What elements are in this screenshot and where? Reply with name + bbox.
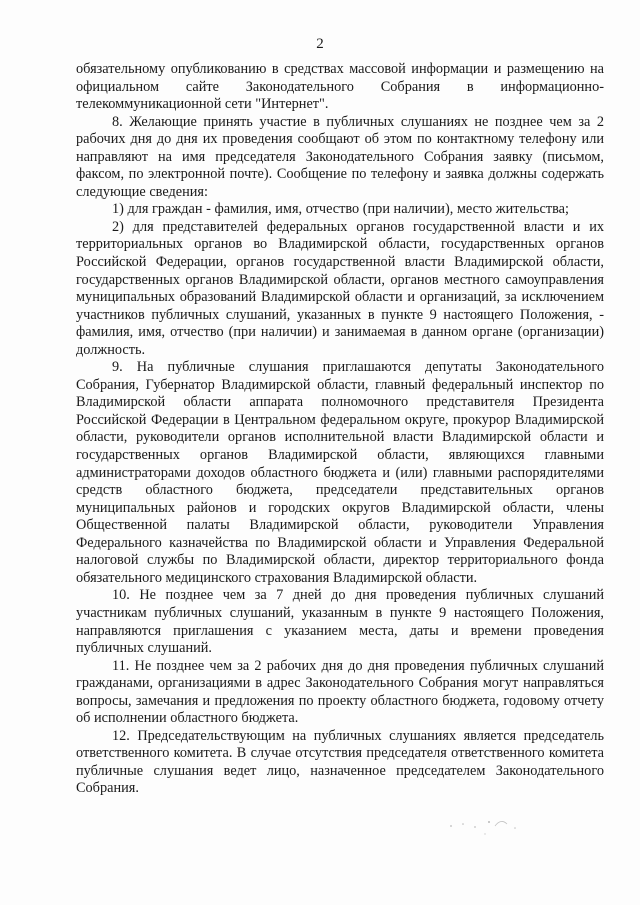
page-number: 2 — [316, 36, 324, 52]
paragraph-continuation: обязательному опубликованию в средствах массовой информации и размещению на официальном сайте Законодательного Собрания в информационно-телекоммуникационной сети "Интернет". — [76, 61, 604, 113]
paragraph-item-8: 8. Желающие принять участие в публичных слушаниях не позднее чем за 2 рабочих дня до дня их проведения сообщают об этом по контактному телефону или направляют на имя председателя Законодательного Собрания заявку (письмом, факсом, по электронной почте). Сообщение по телефону и заявка должны содержать следующие сведения: — [76, 113, 604, 200]
paragraph-subitem-2: 2) для представителей федеральных органов государственной власти и их территориальных органов во Владимирской области, государственных органов Российской Федерации, органов государственной власти Владимирской области, государственных органов Владимирской области, органов местного самоуправления муниципальных образований Владимирской области и организаций, за исключением участников публичных слушаний, указанных в пункте 9 настоящего Положения, - фамилия, имя, отчество (при наличии) и занимаемая в данном органе (организации) должность. — [76, 218, 604, 358]
paragraph-subitem-1: 1) для граждан - фамилия, имя, отчество (при наличии), место жительства; — [112, 201, 569, 218]
document-body — [76, 61, 604, 798]
paragraph-item-12: 12. Председательствующим на публичных слушаниях является председатель ответственного комитета. В случае отсутствия председателя ответственного комитета публичные слушания ведет лицо, назначенное председателем Законодательного Собрания. — [76, 727, 604, 797]
scan-noise-mark — [445, 812, 525, 838]
paragraph-item-10: 10. Не позднее чем за 7 дней до дня проведения публичных слушаний участникам публичных слушаний, указанным в пункте 9 настоящего Положения, направляются приглашения с указанием места, даты и времени проведения публичных слушаний. — [76, 587, 604, 657]
paragraph-item-11: 11. Не позднее чем за 2 рабочих дня до дня проведения публичных слушаний гражданами, организациями в адрес Законодательного Собрания могут направляться вопросы, замечания и предложения по проекту областного бюджета, годовому отчету об исполнении областного бюджета. — [76, 657, 604, 727]
paragraph-item-9: 9. На публичные слушания приглашаются депутаты Законодательного Собрания, Губернатор Владимирской области, главный федеральный инспектор по Владимирской области аппарата полномочного представителя Президента Российской Федерации в Центральном федеральном округе, прокурор Владимирской области, руководители органов исполнительной власти Владимирской области и государственных органов Владимирской области, являющихся главными администраторами доходов областного бюджета и (или) главными распорядителями средств областного бюджета, председатели представительных органов муниципальных районов и городских округов Владимирской области, члены Общественной палаты Владимирской области, руководители Управления Федерального казначейства по Владимирской области и Управления Федеральной налоговой службы по Владимирской области, директор территориального фонда обязательного медицинского страхования Владимирской области. — [76, 359, 604, 586]
